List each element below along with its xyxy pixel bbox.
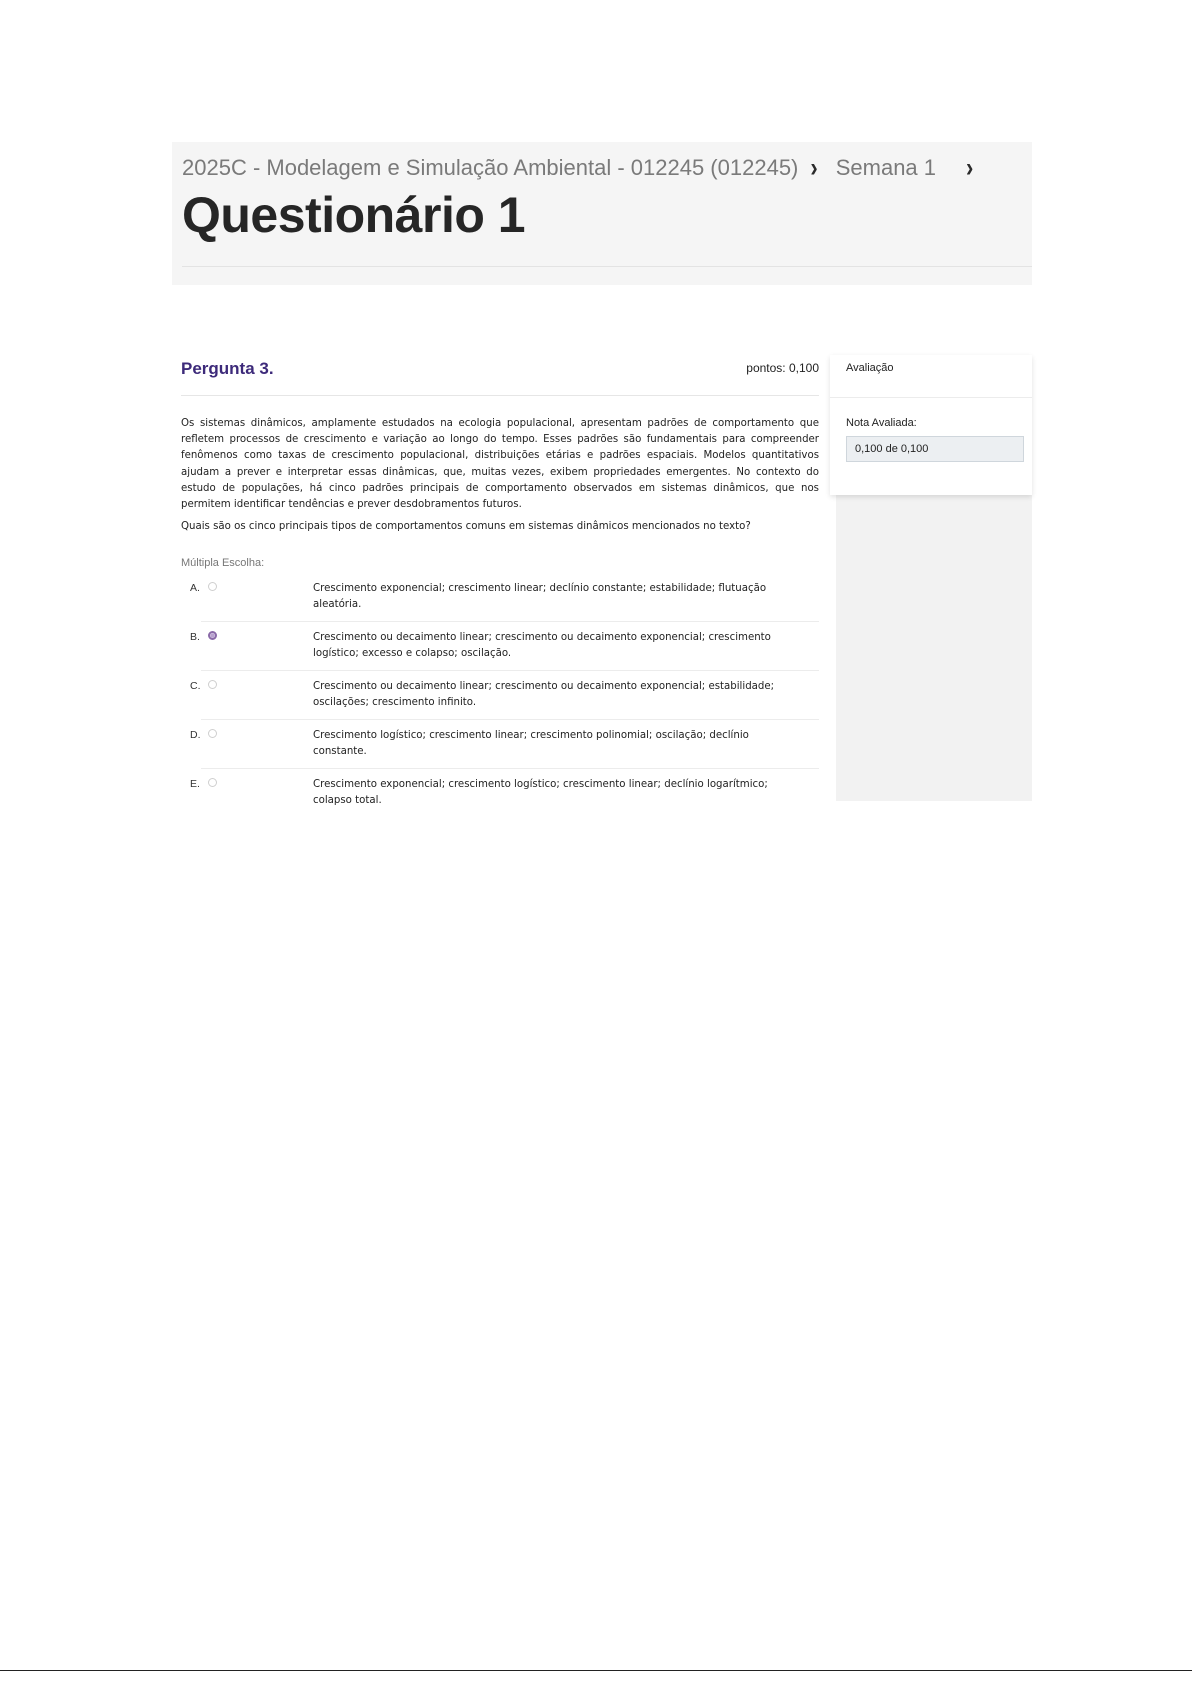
option-text: Crescimento ou decaimento linear; crescimento ou decaimento exponencial; crescimento logístico; excesso e colapso; oscilação.	[313, 632, 771, 660]
option-letter: D.	[190, 729, 201, 742]
option-text: Crescimento exponencial; crescimento logístico; crescimento linear; declínio logarítmico; colapso total.	[313, 779, 768, 807]
question-points: pontos: 0,100	[746, 361, 819, 375]
radio-button[interactable]	[208, 729, 217, 738]
page-title: Questionário 1	[182, 187, 526, 243]
answer-option-c[interactable]	[190, 671, 819, 720]
question-prompt: Quais são os cinco principais tipos de comportamentos comuns em sistemas dinâmicos mencionados no texto?	[181, 521, 751, 533]
question-title: Pergunta 3.	[181, 359, 274, 378]
breadcrumb	[182, 152, 987, 184]
chevron-right-icon: ›	[966, 152, 974, 183]
option-letter: B.	[190, 631, 200, 644]
question-text: Os sistemas dinâmicos, amplamente estudados na ecologia populacional, apresentam padrões de comportamento que refletem processos de crescimento e variação ao longo do tempo. Esses padrões são fundamentais para compreender fenômenos como taxas de crescimento populacional, distribuições etárias e padrões espaciais. Modelos quantitativos ajudam a prever e interpretar essas dinâmicas, que, muitas vezes, exibem propriedades emergentes. No contexto do estudo de populações, há cinco padrões principais de comportamento observados em sistemas dinâmicos, que nos permitem identificar tendências e prever desdobramentos futuros.	[181, 418, 819, 511]
question-card	[181, 355, 819, 817]
option-letter: E.	[190, 778, 200, 791]
option-text: Crescimento logístico; crescimento linear; crescimento polinomial; oscilação; declínio constante.	[313, 730, 749, 758]
breadcrumb-course-link[interactable]: 2025C - Modelagem e Simulação Ambiental - 012245 (012245)	[182, 155, 799, 180]
grade-field: 0,100 de 0,100	[846, 436, 1024, 462]
breadcrumb-week-link[interactable]: Semana 1	[835, 155, 937, 180]
page-header	[172, 142, 1032, 285]
grade-label: Nota Avaliada:	[846, 417, 917, 429]
answer-option-a[interactable]	[190, 573, 819, 622]
evaluation-title: Avaliação	[846, 362, 894, 374]
question-header	[181, 355, 819, 396]
answer-option-b[interactable]	[190, 622, 819, 671]
radio-button[interactable]	[208, 582, 217, 591]
radio-button[interactable]	[208, 778, 217, 787]
radio-button[interactable]	[208, 680, 217, 689]
radio-button-selected[interactable]	[208, 631, 217, 640]
option-text: Crescimento ou decaimento linear; crescimento ou decaimento exponencial; estabilidade; oscilações; crescimento infinito.	[313, 681, 775, 709]
chevron-right-icon: ›	[810, 152, 818, 183]
answer-option-d[interactable]	[190, 720, 819, 769]
option-letter: A.	[190, 582, 200, 595]
option-letter: C.	[190, 680, 201, 693]
evaluation-divider	[830, 397, 1032, 398]
evaluation-card	[830, 355, 1032, 495]
header-divider	[182, 266, 1032, 267]
answer-option-e[interactable]	[190, 769, 819, 817]
answer-options	[181, 573, 819, 817]
option-text: Crescimento exponencial; crescimento linear; declínio constante; estabilidade; flutuação aleatória.	[313, 583, 767, 611]
page-footer-rule	[0, 1670, 1192, 1671]
question-type-label: Múltipla Escolha:	[181, 557, 265, 570]
